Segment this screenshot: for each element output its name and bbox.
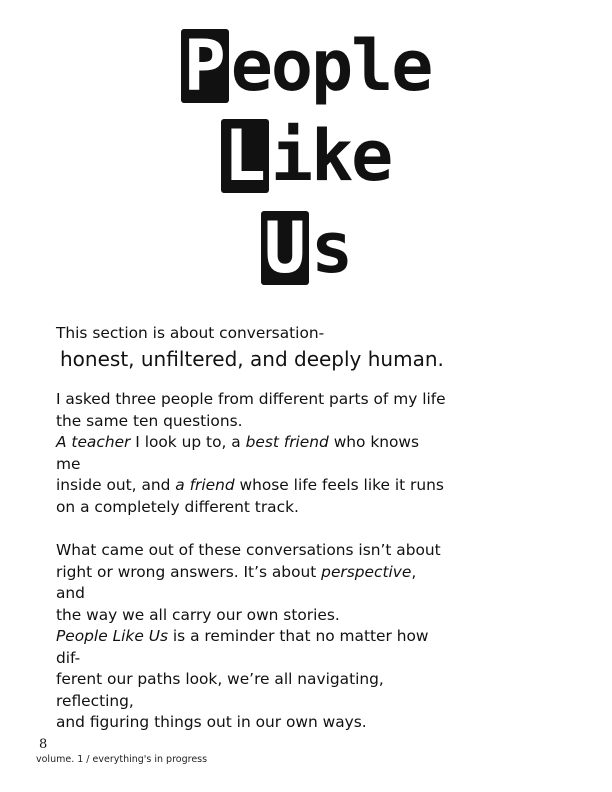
p2-line-2-text-a: right or wrong answers. It’s about	[56, 562, 322, 581]
p1-line-4-text-b: whose life feels like it runs	[234, 476, 444, 494]
p2-line-1: What came out of these conversations isn’t about	[56, 541, 441, 559]
p1-line-3-text-b: who knows me	[56, 433, 420, 473]
p2-line-2	[56, 562, 446, 605]
intro-line-2: honest, unfiltered, and deeply human.	[60, 347, 444, 371]
p1-em-best-friend: best friend	[245, 433, 329, 451]
p2-line-4-text-b: is a reminder that no matter how dif-	[56, 627, 429, 667]
paragraph-2	[56, 540, 446, 734]
footer-volume-label: volume. 1 / everything's in progress	[36, 754, 208, 765]
title-rest-people: eople	[230, 25, 432, 107]
title-line-like	[0, 110, 612, 202]
title-initial-u: U	[261, 211, 309, 285]
p2-line-2-text-b: , and	[56, 562, 417, 602]
page-number: 8	[39, 737, 48, 752]
p2-line-4	[56, 626, 446, 669]
p1-line-4	[56, 475, 446, 497]
p1-line-4-text-a: inside out, and	[56, 476, 176, 494]
p2-em-perspective: perspective	[321, 562, 412, 581]
p2-line-5: ferent our paths look, we’re all navigating, reflecting,	[56, 670, 384, 710]
p2-line-3: the way we all carry our own stories.	[56, 605, 340, 624]
title-initial-l: L	[221, 119, 269, 193]
intro-line-1: This section is about conversation-	[56, 324, 325, 342]
p1-line-5: on a completely different track.	[56, 497, 299, 516]
p1-em-a-friend: a friend	[175, 476, 235, 494]
p1-line-1: I asked three people from different parts of my life	[56, 390, 446, 408]
p1-line-3-text-a: I look up to, a	[130, 433, 246, 451]
body-content	[56, 323, 446, 734]
title-line-people	[0, 22, 612, 110]
p1-line-3	[56, 432, 446, 475]
title-rest-us: s	[311, 207, 352, 289]
paragraph-1	[56, 389, 446, 518]
title-line-us	[0, 202, 612, 294]
p1-em-teacher: A teacher	[56, 433, 131, 451]
p1-line-2: the same ten questions.	[56, 411, 243, 430]
p2-line-6: and figuring things out in our own ways.	[56, 713, 367, 731]
page-title	[0, 22, 612, 294]
title-rest-like: ike	[270, 115, 392, 197]
p2-em-people-like-us: People Like Us	[56, 627, 168, 645]
title-initial-p: P	[181, 29, 229, 103]
